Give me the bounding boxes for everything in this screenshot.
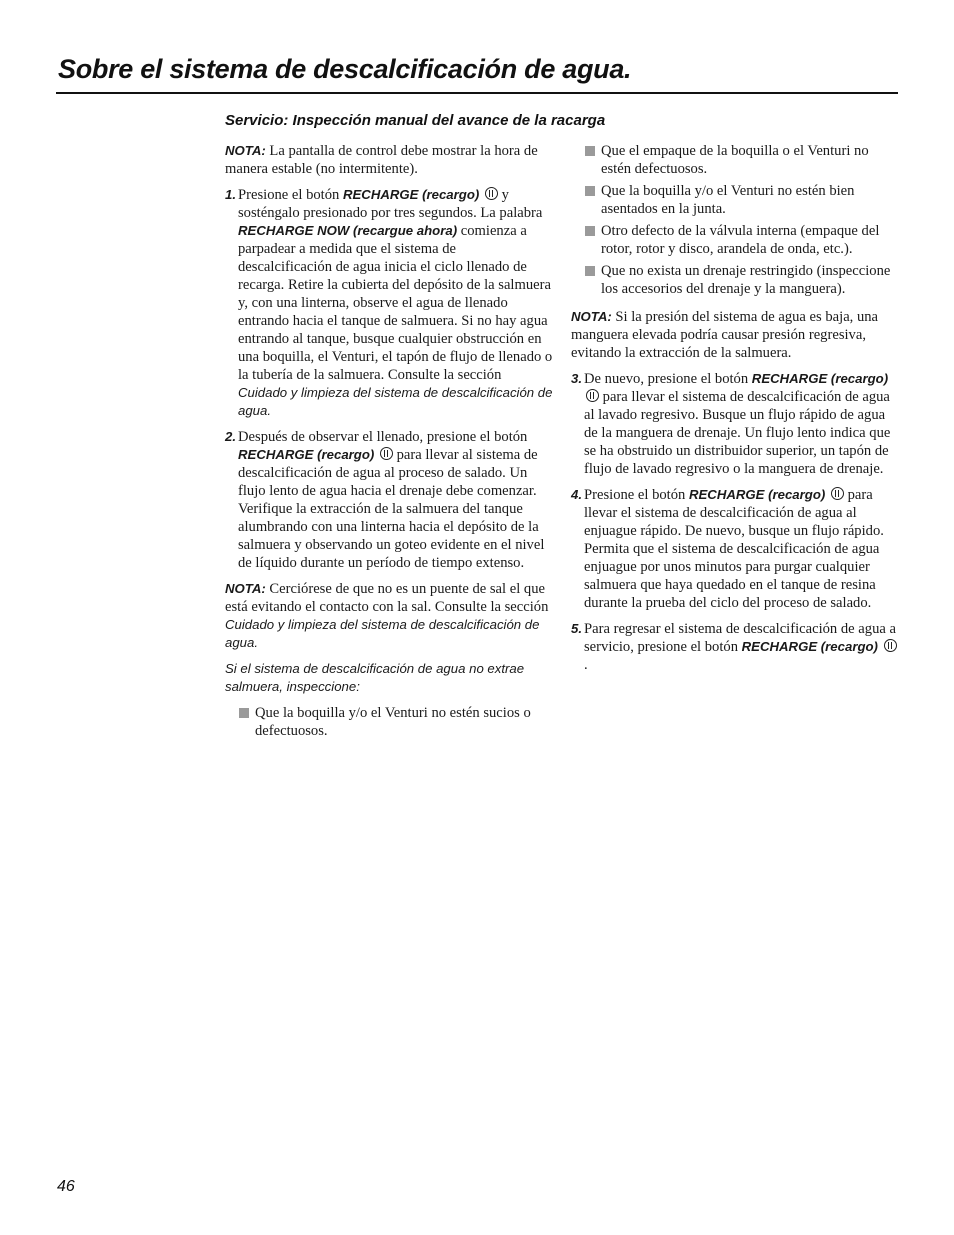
step-body	[238, 428, 553, 572]
square-bullet-icon	[585, 226, 595, 236]
step-2	[225, 428, 553, 572]
step-text: De nuevo, presione el botón	[584, 371, 752, 387]
checklist-text: Que la boquilla y/o el Venturi no estén sucios o defectuosos.	[255, 705, 531, 739]
inspect-intro: Si el sistema de descalcificación de agua no extrae salmuera, inspeccione:	[225, 661, 525, 694]
step-text: para llevar el sistema de descalcificación de agua al lavado regresivo. Busque un flujo rápido de agua de la manguera de drenaje. Un flujo lento indica que se ha obstruido un distribuidor superior, un tapón de flujo de lavado regresivo o la manguera de drenaje.	[584, 389, 891, 477]
section-reference: Cuidado y limpieza del sistema de descalcificación de agua.	[238, 385, 553, 418]
checklist-item	[225, 704, 553, 740]
right-column	[571, 142, 901, 682]
checklist-text: Que el empaque de la boquilla o el Venturi no estén defectuosos.	[601, 143, 869, 177]
note-text: La pantalla de control debe mostrar la hora de manera estable (no intermitente).	[225, 143, 538, 177]
step-body	[584, 620, 901, 674]
recharge-button-icon	[831, 487, 844, 500]
checklist-item	[571, 142, 901, 178]
step-text: para llevar el sistema de descalcificación de agua al enjuague rápido. De nuevo, busque un flujo rápido. Permita que el sistema de descalcificación de agua enjuague por unos minutos para purgar cualquier salmuera que haya quedado en el tanque de resina durante la prueba del ciclo del proceso de salado.	[584, 487, 884, 611]
step-text: Presione el botón	[584, 487, 689, 503]
note-paragraph	[225, 142, 553, 178]
checklist-text: Que la boquilla y/o el Venturi no estén bien asentados en la junta.	[601, 183, 855, 217]
square-bullet-icon	[585, 266, 595, 276]
recharge-label: RECHARGE (recargo)	[688, 487, 826, 502]
recharge-label: RECHARGE (recargo)	[741, 639, 878, 654]
recharge-button-icon	[380, 447, 393, 460]
step-number: 5.	[571, 621, 582, 636]
page-title: Sobre el sistema de descalcificación de agua.	[58, 54, 632, 84]
square-bullet-icon	[239, 708, 249, 718]
note-label: NOTA:	[571, 309, 612, 324]
step-1	[225, 186, 553, 420]
page-number: 46	[57, 1178, 75, 1195]
step-body	[238, 186, 553, 420]
note-paragraph	[225, 580, 553, 652]
step-number: 1.	[225, 187, 236, 202]
checklist-item	[571, 182, 901, 218]
step-5	[571, 620, 901, 674]
square-bullet-icon	[585, 146, 595, 156]
title-rule	[56, 92, 898, 94]
checklist-text: Que no exista un drenaje restringido (inspeccione los accesorios del drenaje y la manguera).	[601, 263, 891, 297]
recharge-label: RECHARGE (recargo)	[342, 187, 480, 202]
note-paragraph	[571, 308, 901, 362]
step-text: para llevar al sistema de descalcificación de agua al proceso de salado. Un flujo lento de agua hacia el drenaje debe comenzar. Verifique la extracción de la salmuera del tanque alumbrando con una linterna hacia el depósito de la salmuera y observando un goteo evidente en el nivel de líquido durante un período de tiempo extenso.	[238, 447, 545, 571]
note-label: NOTA:	[225, 143, 266, 158]
recharge-button-icon	[485, 187, 498, 200]
step-number: 3.	[571, 371, 582, 386]
note-text: Si la presión del sistema de agua es baja, una manguera elevada podría causar presión regresiva, evitando la extracción de la salmuera.	[571, 309, 879, 361]
step-body	[584, 486, 901, 612]
checklist-text: Otro defecto de la válvula interna (empaque del rotor, rotor y disco, arandela de onda, etc.).	[601, 223, 880, 257]
step-3	[571, 370, 901, 478]
step-text: Presione el botón	[238, 187, 343, 203]
section-subtitle: Servicio: Inspección manual del avance de la racarga	[225, 112, 606, 129]
checklist-item	[571, 222, 901, 258]
recharge-button-icon	[884, 639, 897, 652]
left-column	[225, 142, 553, 744]
step-text: Para regresar el sistema de descalcificación de agua a servicio, presione el botón	[584, 621, 896, 655]
recharge-now-label: RECHARGE NOW (recargue ahora)	[238, 223, 458, 238]
checklist-item	[571, 262, 901, 298]
note-label: NOTA:	[225, 581, 266, 596]
step-text: y sosténgalo presionado por tres segundos. La palabra	[238, 187, 543, 221]
recharge-label: RECHARGE (recargo)	[238, 447, 375, 462]
section-reference: Cuidado y limpieza del sistema de descalcificación de agua.	[225, 617, 540, 650]
step-text: .	[584, 657, 588, 673]
step-4	[571, 486, 901, 612]
note-text: Cerciórese de que no es un puente de sal el que está evitando el contacto con la sal. Consulte la sección	[225, 581, 549, 615]
step-text: comienza a parpadear a medida que el sistema de descalcificación de agua inicia el ciclo llenado de recarga. Retire la cubierta del depósito de la salmuera y, con una linterna, observe el agua de llenado entrando hacia el tanque de salmuera. Si no hay agua entrando al tanque, busque cualquier obstrucción en una boquilla, el Venturi, el tapón de flujo de llenado o la tubería de la salmuera. Consulte la sección	[238, 223, 553, 383]
step-body	[584, 370, 901, 478]
recharge-button-icon	[586, 389, 599, 402]
recharge-label: RECHARGE (recargo)	[751, 371, 889, 386]
square-bullet-icon	[585, 186, 595, 196]
step-number: 4.	[571, 487, 582, 502]
step-text: Después de observar el llenado, presione el botón	[238, 429, 528, 445]
step-number: 2.	[225, 429, 236, 444]
